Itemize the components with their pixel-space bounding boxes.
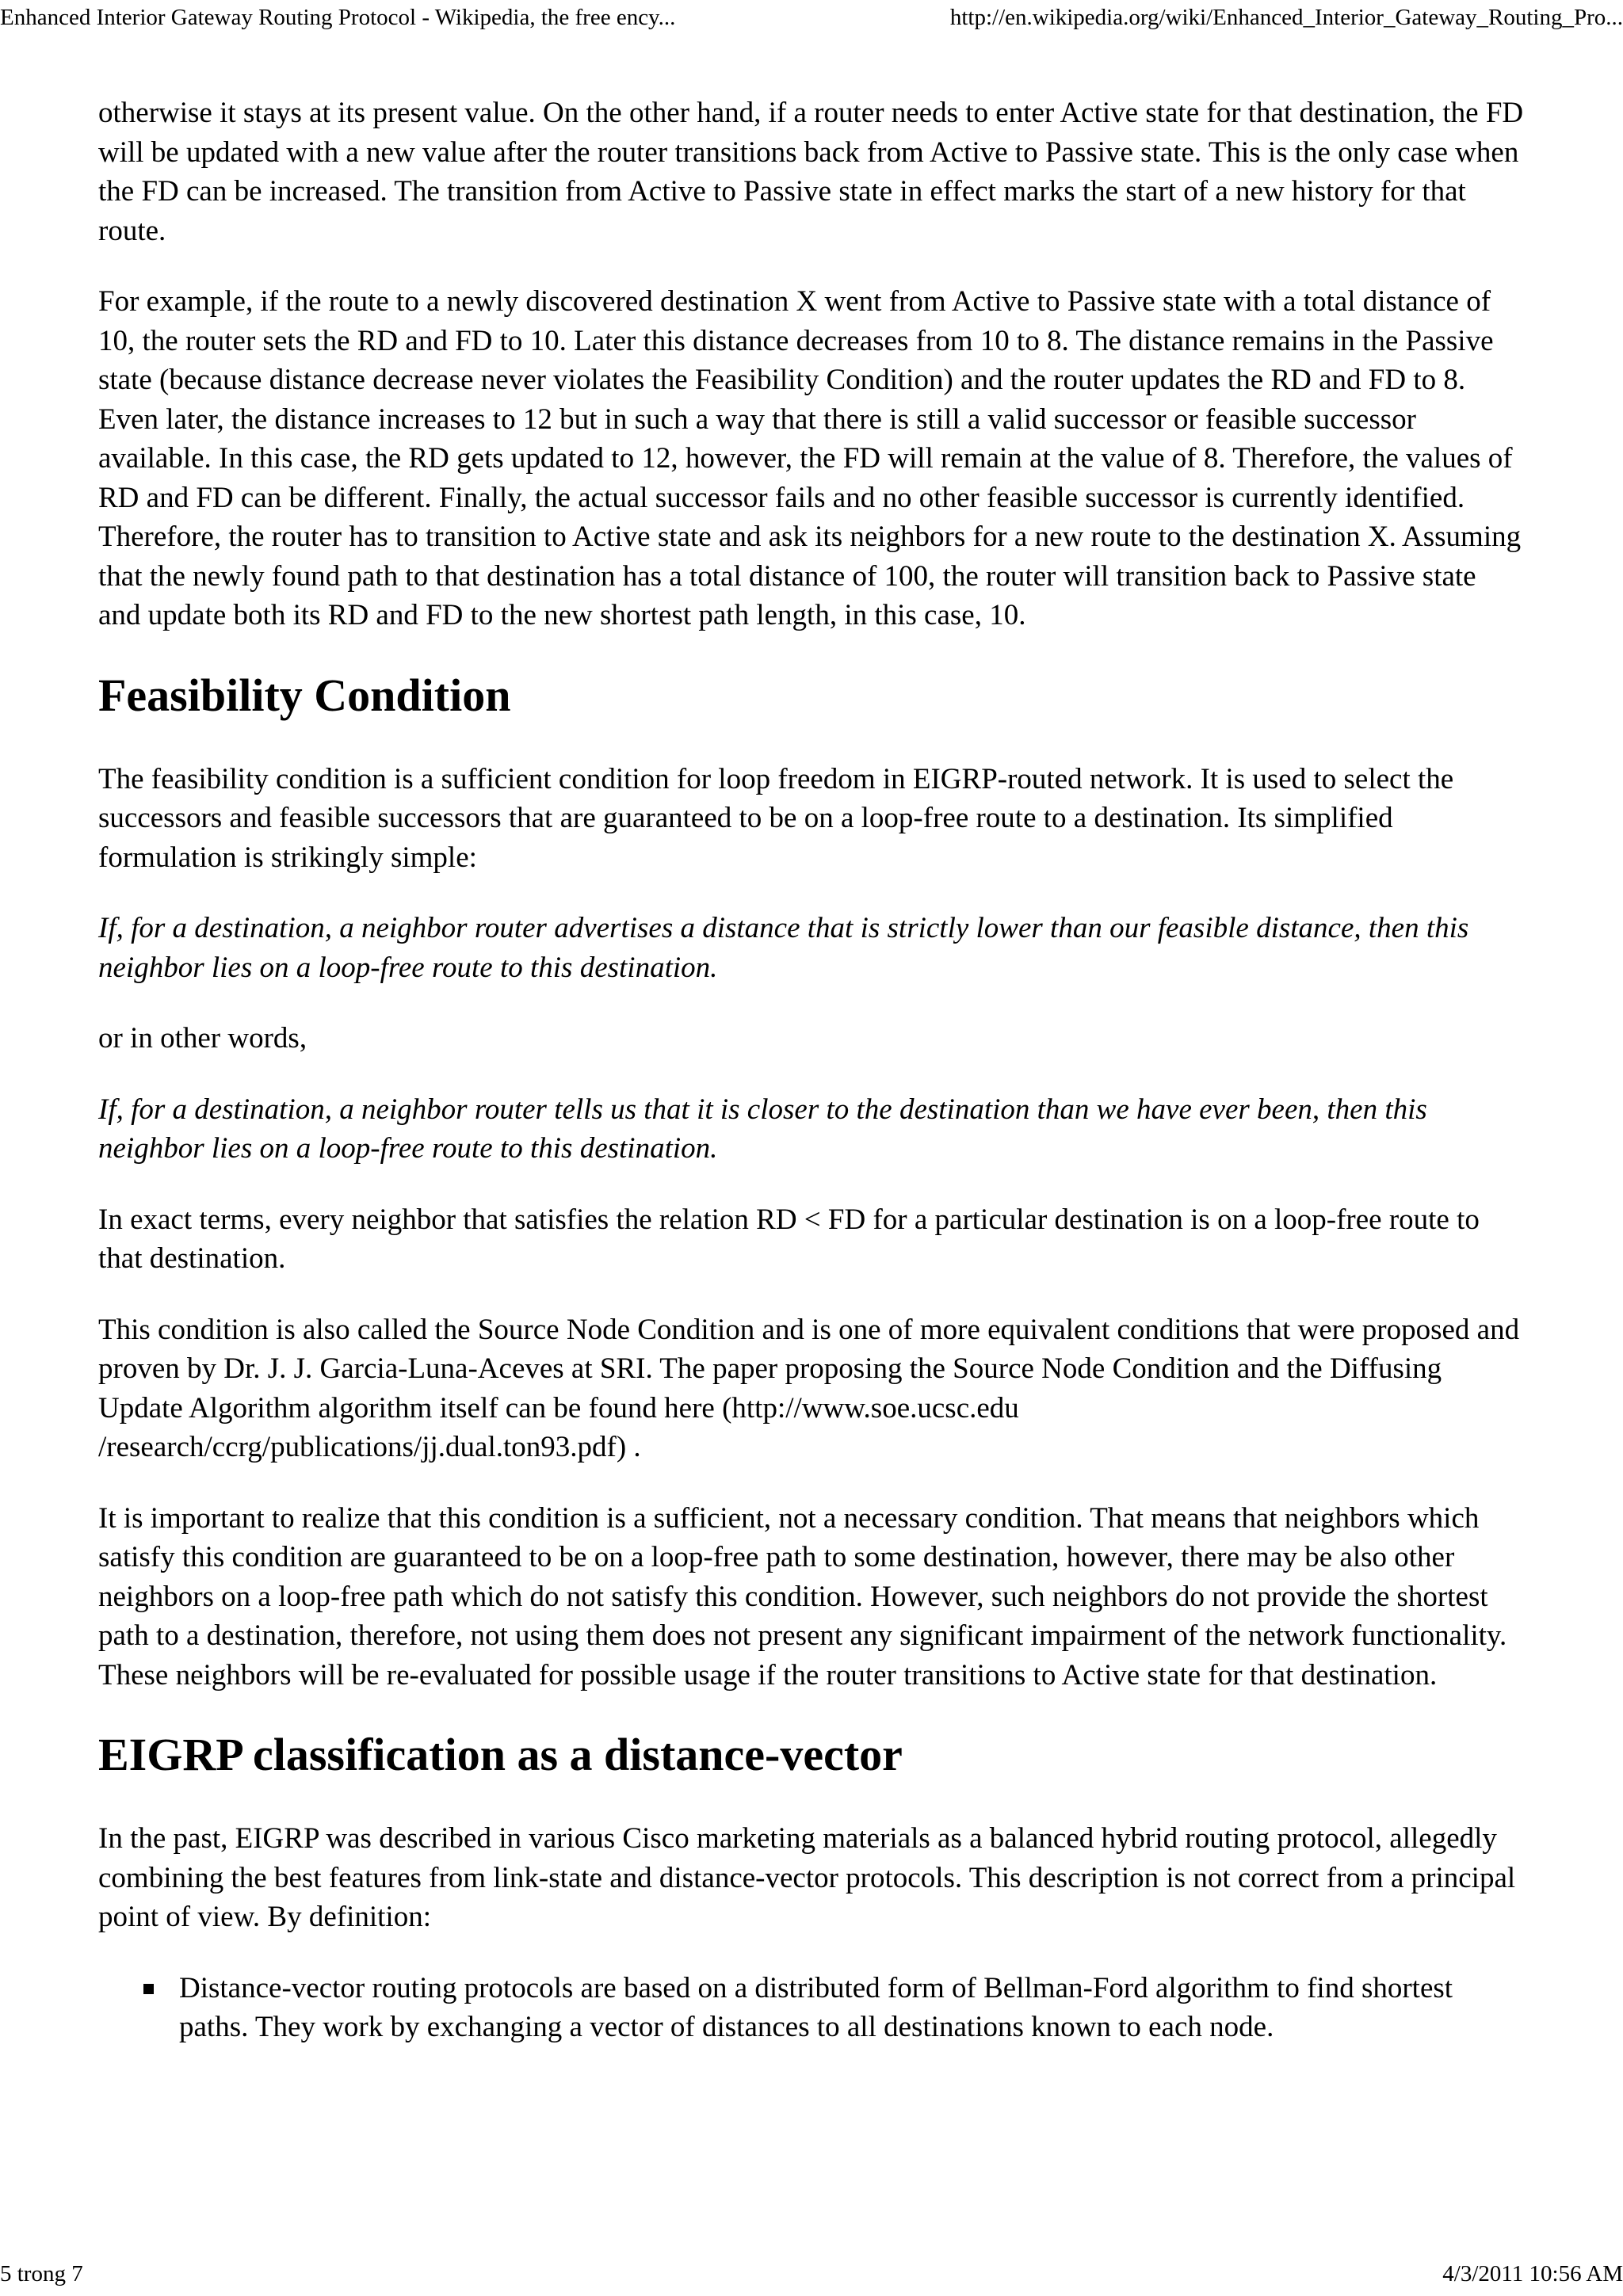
- classification-list: [98, 1969, 1525, 2047]
- feasibility-quote-1: If, for a destination, a neighbor router advertises a distance that is strictly lower than our feasible distance, then this neighbor lies on a loop-free route to this destination.: [98, 912, 1469, 984]
- square-bullet-icon: [143, 1984, 154, 1994]
- feasibility-paragraph-1: The feasibility condition is a sufficient condition for loop freedom in EIGRP-routed network. It is used to select the successors and feasible successors that are guaranteed to be on a loop-free route to a destination. Its simplified formulation is strikingly simple:: [98, 762, 1454, 874]
- list-item: [98, 1969, 1525, 2047]
- section-heading-classification: EIGRP classification as a distance-vector: [98, 1729, 903, 1780]
- print-header-title: Enhanced Interior Gateway Routing Protocol - Wikipedia, the free ency...: [0, 5, 676, 30]
- print-footer-datetime: 4/3/2011 10:56 AM: [1442, 2261, 1623, 2286]
- intro-paragraph-1: otherwise it stays at its present value. On the other hand, if a router needs to enter Active state for that destination, the FD will be updated with a new value after the router transitions back from Active to Passive state. This is the only case when the FD can be increased. The transition from Active to Passive state in effect marks the start of a new history for that route.: [98, 97, 1524, 247]
- print-header: [0, 0, 1623, 32]
- print-header-url: http://en.wikipedia.org/wiki/Enhanced_Interior_Gateway_Routing_Pro...: [949, 5, 1623, 30]
- intro-paragraph-2: For example, if the route to a newly discovered destination X went from Active to Passive state with a total distance of 10, the router sets the RD and FD to 10. Later this distance decreases from 10 to 8. The distance remains in the Passive state (because distance decrease never violates the Feasibility Condition) and the router updates the RD and FD to 8. Even later, the distance increases to 12 but in such a way that there is still a valid successor or feasible successor available. In this case, the RD gets updated to 12, however, the FD will remain at the value of 8. Therefore, the values of RD and FD can be different. Finally, the actual successor fails and no other feasible successor is currently identified. Therefore, the router has to transition to Active state and ask its neighbors for a new route to the destination X. Assuming that the newly found path to that destination has a total distance of 100, the router will transition back to Passive state and update both its RD and FD to the new shortest path length, in this case, 10.: [98, 285, 1522, 631]
- feasibility-paragraph-4: [98, 1310, 1525, 1467]
- feasibility-paragraph-4-text: This condition is also called the Source Node Condition and is one of more equivalent conditions that were proposed and proven by Dr. J. J. Garcia-Luna-Aceves at SRI. The paper proposing the Source Node Condition and the Diffusing Update Algorithm algorithm itself can be found here: [98, 1313, 1520, 1425]
- feasibility-paragraph-2: or in other words,: [98, 1022, 307, 1055]
- section-heading-feasibility: Feasibility Condition: [98, 669, 511, 721]
- article-content: [98, 93, 1525, 2047]
- paper-external-link[interactable]: (http://www.soe.ucsc.edu /research/ccrg/publications/jj.dual.ton93.pdf): [98, 1391, 1019, 1463]
- feasibility-paragraph-5: It is important to realize that this condition is a sufficient, not a necessary condition. That means that neighbors which satisfy this condition are guaranteed to be on a loop-free path to some destination, however, there may be also other neighbors on a loop-free path which do not satisfy this condition. However, such neighbors do not provide the shortest path to a destination, therefore, not using them does not present any significant impairment of the network functionality. These neighbors will be re-evaluated for possible usage if the router transitions to Active state for that destination.: [98, 1501, 1507, 1691]
- classification-paragraph-1: In the past, EIGRP was described in various Cisco marketing materials as a balanced hybrid routing protocol, allegedly combining the best features from link-state and distance-vector protocols. This description is not correct from a principal point of view. By definition:: [98, 1822, 1516, 1933]
- feasibility-quote-2: If, for a destination, a neighbor router tells us that it is closer to the destination than we have ever been, then this neighbor lies on a loop-free route to this destination.: [98, 1093, 1427, 1165]
- list-item-text: Distance-vector routing protocols are based on a distributed form of Bellman-Ford algorithm to find shortest paths. They work by exchanging a vector of distances to all destinations known to each node.: [179, 1971, 1453, 2043]
- print-footer: [0, 2258, 1623, 2290]
- feasibility-paragraph-3: In exact terms, every neighbor that satisfies the relation RD < FD for a particular destination is on a loop-free route to that destination.: [98, 1203, 1480, 1275]
- print-footer-page: 5 trong 7: [0, 2261, 83, 2286]
- feasibility-paragraph-4-end: .: [626, 1431, 641, 1463]
